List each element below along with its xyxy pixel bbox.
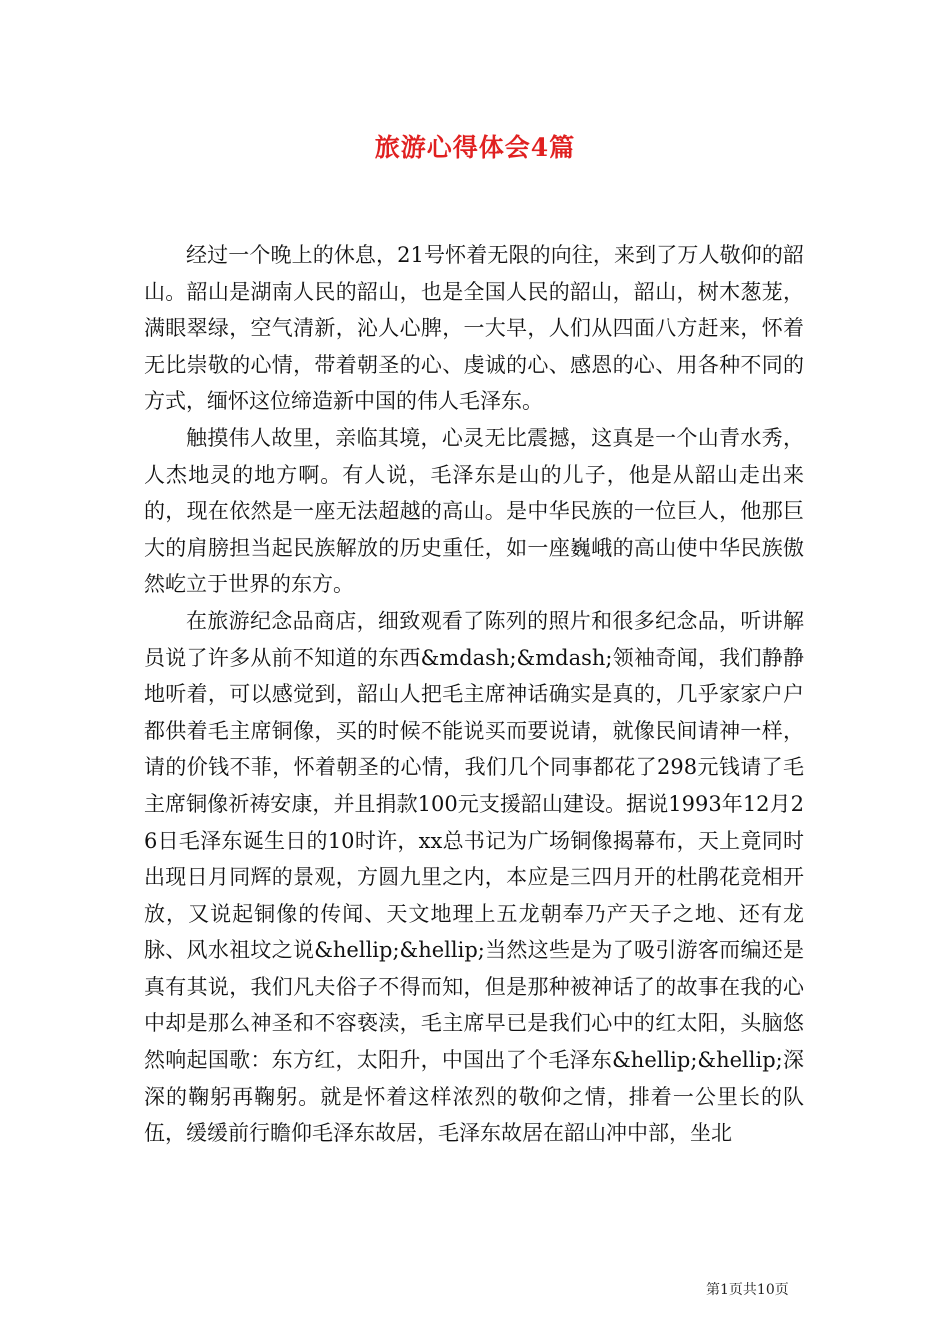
document-title: 旅游心得体会4篇 — [374, 133, 576, 162]
page-number: 第1页共10页 — [706, 1282, 789, 1298]
paragraph-1: 经过一个晚上的休息，21号怀着无限的向往，来到了万人敬仰的韶山。韶山是湖南人民的韶山，也是全国人民的韶山，韶山，树木葱茏，满眼翠绿，空气清新，沁人心脾，一大早，人们从四面八方赶来，怀着无比崇敬的心情，带着朝圣的心、虔诚的心、感恩的心、用各种不同的方式，缅怀这位缔造新中国的伟人毛泽东。 — [144, 243, 804, 414]
paragraph-3: 在旅游纪念品商店，细致观看了陈列的照片和很多纪念品，听讲解员说了许多从前不知道的东西&mdash;&mdash;领袖奇闻，我们静静地听着，可以感觉到，韶山人把毛主席神话确实是真的，几乎家家户户都供着毛主席铜像，买的时候不能说买而要说请，就像民间请神一样，请的价钱不菲，怀着朝圣的心情，我们几个同事都花了298元钱请了毛主席铜像祈祷安康，并且捐款100元支援韶山建设。据说1993年12月26日毛泽东诞生日的10时许，xx总书记为广场铜像揭幕布，天上竟同时出现日月同辉的景观，方圆九里之内，本应是三四月开的杜鹃花竞相开放，又说起铜像的传闻、天文地理上五龙朝奉乃产天子之地、还有龙脉、风水祖坟之说&hellip;&hellip;当然这些是为了吸引游客而编还是真有其说，我们凡夫俗子不得而知，但是那种被神话了的故事在我的心中却是那么神圣和不容亵渎，毛主席早已是我们心中的红太阳，头脑悠然响起国歌：东方红，太阳升，中国出了个毛泽东&hellip;&hellip;深深的鞠躬再鞠躬。就是怀着这样浓烈的敬仰之情，排着一公里长的队伍，缓缓前行瞻仰毛泽东故居，毛泽东故居在韶山冲中部，坐北 — [144, 608, 804, 1146]
document-body — [144, 237, 804, 1152]
paragraph-2: 触摸伟人故里，亲临其境，心灵无比震撼，这真是一个山青水秀，人杰地灵的地方啊。有人说，毛泽东是山的儿子，他是从韶山走出来的，现在依然是一座无法超越的高山。是中华民族的一位巨人，他那巨大的肩膀担当起民族解放的历史重任，如一座巍峨的高山使中华民族傲然屹立于世界的东方。 — [144, 425, 804, 597]
